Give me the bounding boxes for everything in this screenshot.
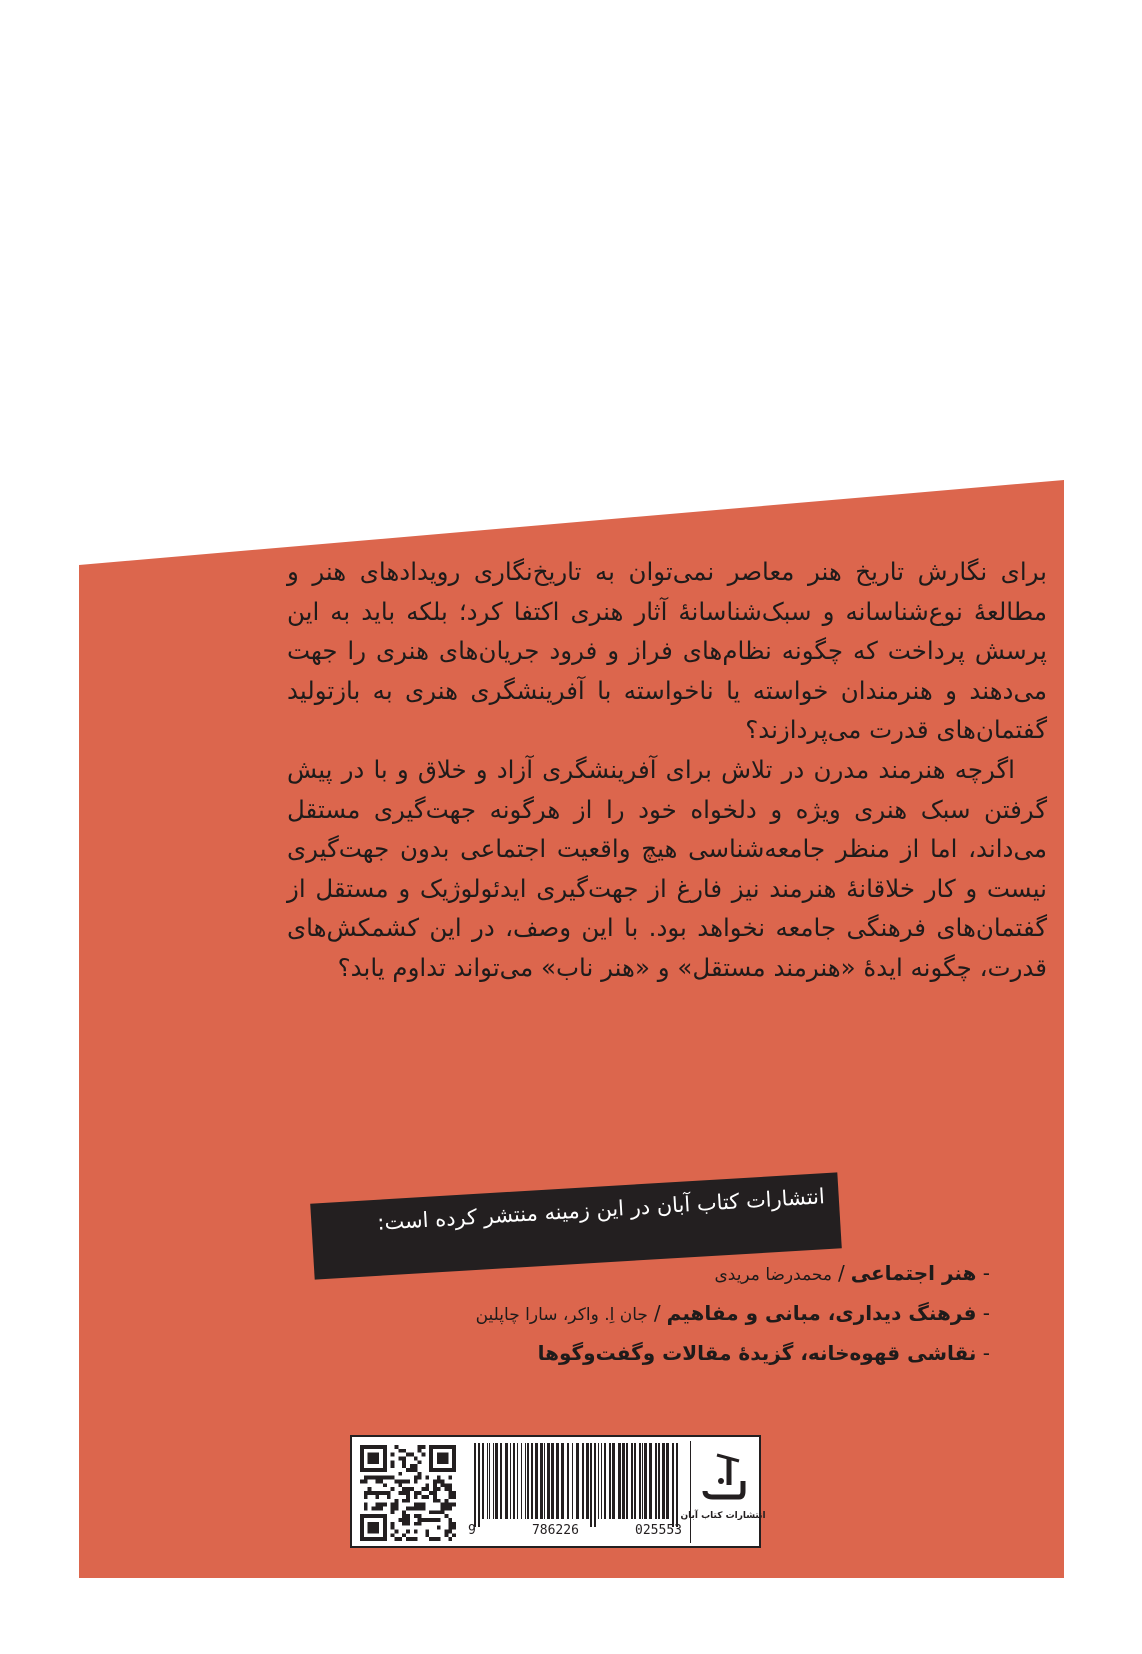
- isbn-digit-group: 025553: [635, 1523, 682, 1538]
- isbn-digits: [468, 1523, 682, 1538]
- blurb-paragraph-2: اگرچه هنرمند مدرن در تلاش برای آفرینشگری آزاد و خلاق و با در پیش گرفتن سبک هنری ویژه و دلخواه خود را از هرگونه جهت‌گیری مستقل می‌داند، اما از منظر جامعه‌شناسی هیچ واقعیت اجتماعی بدون جهت‌گیری نیست و کار خلاقانهٔ هنرمند نیز فارغ از جهت‌گیری ایدئولوژیک و مستقل از گفتمان‌های فرهنگی جامعه نخواهد بود. با این وصف، در این کشمکش‌های قدرت، چگونه ایدهٔ «هنرمند مستقل» و «هنر ناب» می‌تواند تداوم یابد؟: [287, 754, 1047, 982]
- book-author: محمدرضا مریدی: [714, 1265, 832, 1285]
- isbn-digit-group: 9: [468, 1523, 476, 1538]
- book-title: هنر اجتماعی: [850, 1261, 977, 1285]
- isbn-digit-group: 786226: [531, 1523, 579, 1538]
- blurb-paragraph-1: برای نگارش تاریخ هنر معاصر نمی‌توان به تاریخ‌نگاری رویدادهای هنر و مطالعهٔ نوع‌شناسانه و سبک‌شناسانهٔ آثار هنری اکتفا کرد؛ بلکه باید به این پرسش پرداخت که چگونه نظام‌های فراز و فرود جریان‌های هنری را جهت می‌دهند و هنرمندان خواسته یا ناخواسته با آفرینشگری هنری به بازتولید گفتمان‌های قدرت می‌پردازند؟: [287, 557, 1047, 745]
- banner-text: انتشارات کتاب آبان در این زمینه منتشر کرده است:: [376, 1184, 826, 1235]
- back-cover-blurb: [287, 552, 1047, 988]
- book-item: - نقاشی قهوه‌خانه، گزیدهٔ مقالات وگفت‌وگوها: [537, 1341, 990, 1365]
- publisher-logo: [680, 1441, 766, 1543]
- book-title: نقاشی قهوه‌خانه، گزیدهٔ مقالات وگفت‌وگوها: [537, 1341, 977, 1365]
- book-title: فرهنگ دیداری، مبانی و مفاهیم: [666, 1301, 977, 1325]
- barcode-icon: [466, 1443, 684, 1527]
- publisher-caption: انتشارات کتاب آبان: [680, 1511, 766, 1521]
- book-separator: /: [837, 1261, 845, 1285]
- book-item: - هنر اجتماعی/محمدرضا مریدی: [714, 1261, 990, 1285]
- qr-code-icon: [360, 1445, 456, 1541]
- related-books-list: [430, 1254, 990, 1372]
- isbn-block: [350, 1435, 766, 1548]
- book-item: - فرهنگ دیداری، مبانی و مفاهیم/جان اِ. واکر، سارا چاپلین: [475, 1301, 990, 1325]
- publisher-logo-icon: [699, 1451, 747, 1503]
- book-separator: /: [653, 1301, 661, 1325]
- book-author: جان اِ. واکر، سارا چاپلین: [475, 1305, 648, 1325]
